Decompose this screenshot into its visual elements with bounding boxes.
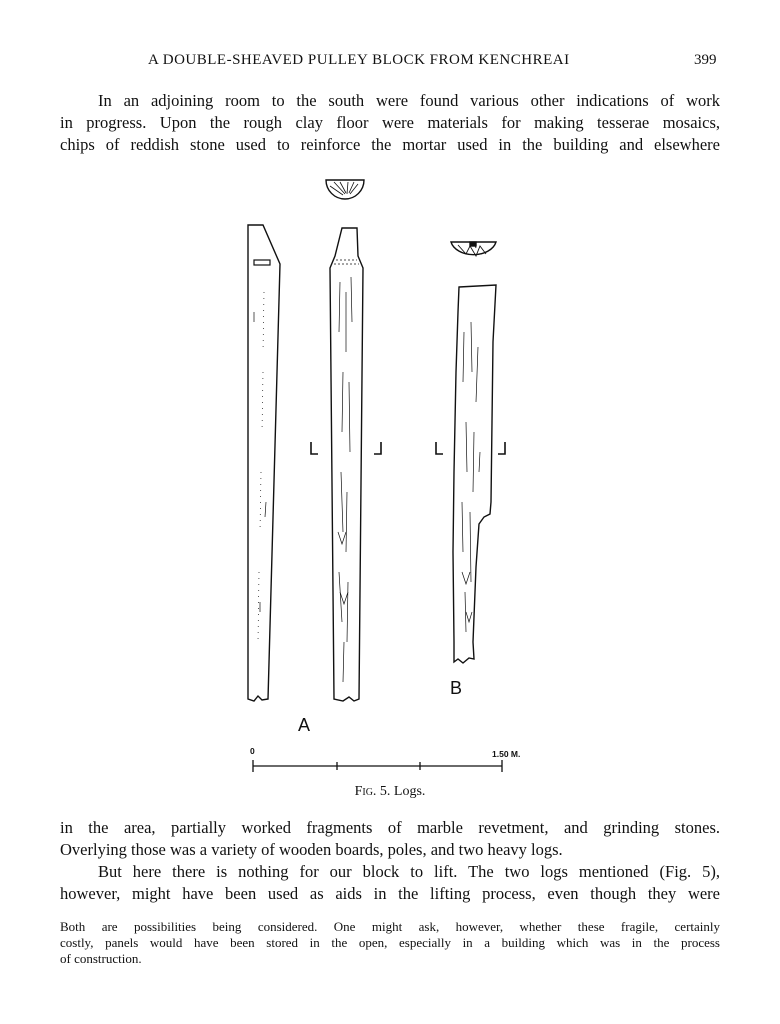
figure-logs bbox=[230, 172, 550, 782]
body-paragraph-bottom bbox=[60, 817, 720, 905]
scale-end-label: 1.50 M. bbox=[492, 749, 521, 759]
footnote bbox=[60, 919, 720, 967]
figure-caption bbox=[0, 784, 780, 800]
text-line: In an adjoining room to the south were found various other indications of work bbox=[98, 91, 720, 110]
footnote-line: Both are possibilities being considered. One might ask, however, whether these fragile, certainly bbox=[60, 919, 720, 934]
running-head: A DOUBLE-SHEAVED PULLEY BLOCK FROM KENCHREAI bbox=[148, 52, 570, 68]
log-a-side-view bbox=[248, 225, 280, 701]
log-b-view bbox=[453, 285, 496, 663]
text-line: chips of reddish stone used to reinforce the mortar used in the building and elsewhere bbox=[60, 135, 720, 154]
figure-caption-text: Logs. bbox=[393, 784, 426, 799]
body-paragraph-top bbox=[60, 90, 720, 156]
section-marker-a bbox=[311, 442, 381, 454]
logs-drawing bbox=[230, 172, 550, 782]
footnote-line: costly, panels would have been stored in the open, especially in a building which was in the process bbox=[60, 935, 720, 950]
text-line: in the area, partially worked fragments of marble revetment, and grinding stones. bbox=[60, 818, 720, 837]
scale-start-label: 0 bbox=[250, 746, 255, 756]
page-number: 399 bbox=[694, 52, 717, 68]
footnote-line: of construction. bbox=[60, 951, 142, 966]
log-b-section-icon bbox=[451, 242, 496, 256]
text-line: Overlying those was a variety of wooden boards, poles, and two heavy logs. bbox=[60, 840, 563, 859]
figure-label-a: A bbox=[298, 715, 311, 735]
figure-caption-number: Fig. 5. bbox=[354, 784, 391, 799]
text-line: in progress. Upon the rough clay floor were materials for making tesserae mosaics, bbox=[60, 113, 720, 132]
scale-bar bbox=[253, 760, 502, 772]
text-line: But here there is nothing for our block to lift. The two logs mentioned (Fig. 5), bbox=[98, 862, 720, 881]
figure-label-b: B bbox=[450, 678, 463, 698]
log-a-front-view bbox=[330, 228, 363, 701]
section-marker-b bbox=[436, 442, 505, 454]
text-line: however, might have been used as aids in the lifting process, even though they were bbox=[60, 884, 720, 903]
log-a-section-icon bbox=[326, 180, 364, 199]
